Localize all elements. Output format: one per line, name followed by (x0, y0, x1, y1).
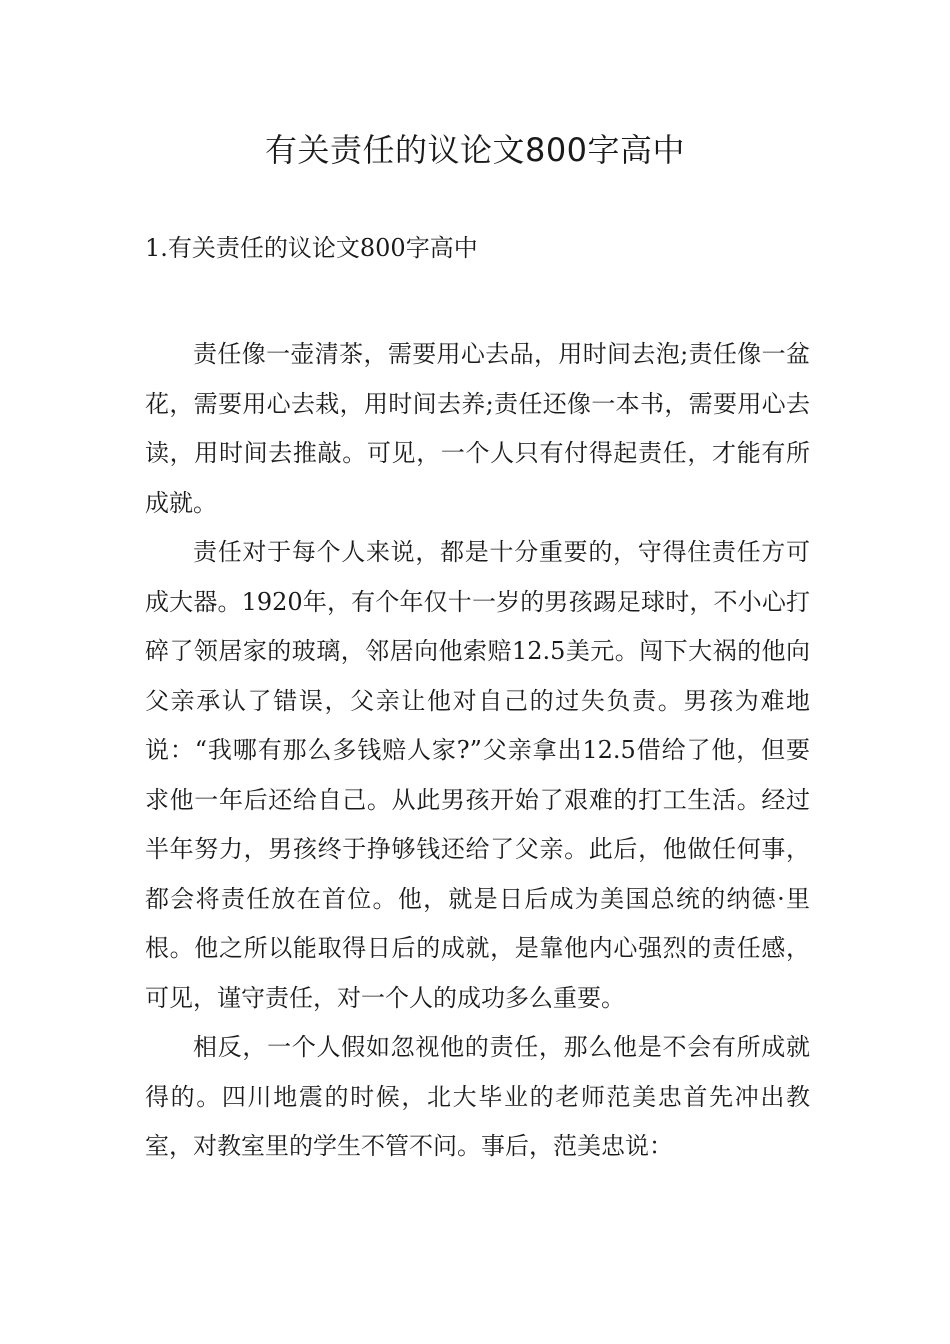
document-title: 有关责任的议论文800字高中 (264, 131, 686, 169)
section-heading: 1.有关责任的议论文800字高中 (145, 234, 478, 262)
paragraph: 相反，一个人假如忽视他的责任，那么他是不会有所成就得的。四川地震的时候，北大毕业的老师范美忠首先冲出教室，对教室里的学生不管不问。事后，范美忠说： (145, 1033, 810, 1160)
document-body (145, 330, 810, 1172)
paragraph: 责任像一壶清茶，需要用心去品，用时间去泡;责任像一盆花，需要用心去栽，用时间去养;责任还像一本书，需要用心去读，用时间去推敲。可见，一个人只有付得起责任，才能有所成就。 (145, 340, 810, 517)
paragraph: 责任对于每个人来说，都是十分重要的，守得住责任方可成大器。1920年，有个年仅十一岁的男孩踢足球时，不小心打碎了领居家的玻璃，邻居向他索赔12.5美元。闯下大祸的他向父亲承认了错误，父亲让他对自己的过失负责。男孩为难地说：“我哪有那么多钱赔人家?”父亲拿出12.5借给了他，但要求他一年后还给自己。从此男孩开始了艰难的打工生活。经过半年努力，男孩终于挣够钱还给了父亲。此后，他做任何事，都会将责任放在首位。他，就是日后成为美国总统的纳德·里根。他之所以能取得日后的成就，是靠他内心强烈的责任感，可见，谨守责任，对一个人的成功多么重要。 (145, 538, 810, 1012)
